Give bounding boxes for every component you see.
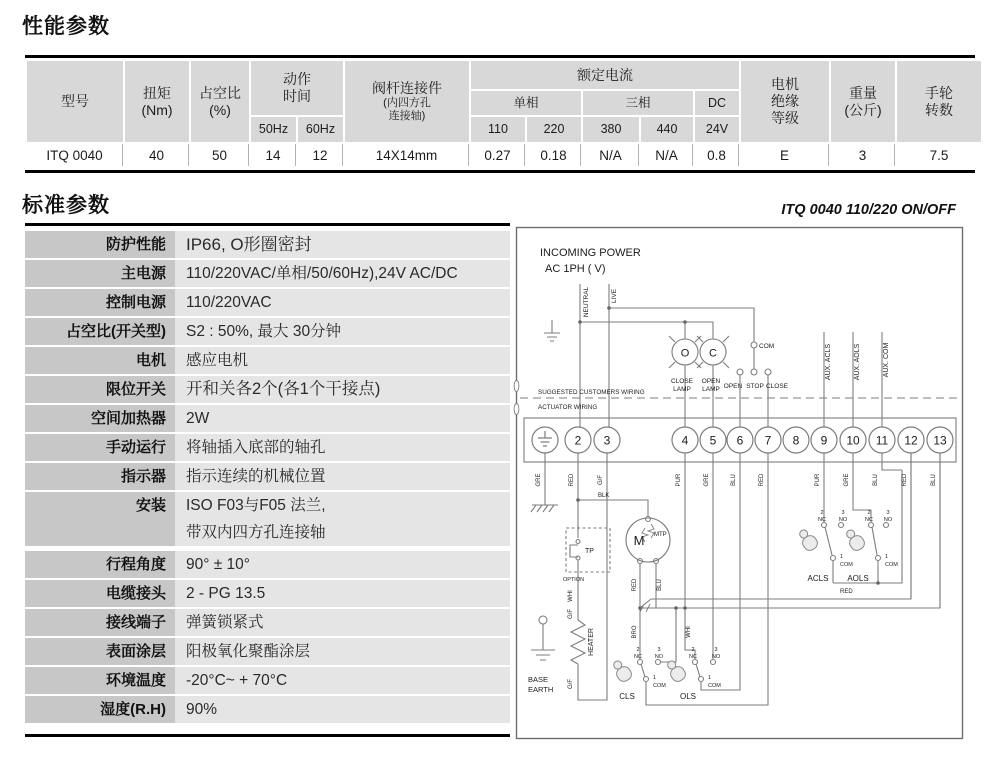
contact-1: 1 <box>653 675 657 681</box>
contact-com: COM <box>885 562 898 568</box>
col-110v: 110 <box>471 117 525 142</box>
terminal-number: 8 <box>792 433 800 448</box>
open-button-label: OPEN <box>723 383 743 390</box>
cell-i110: 0.27 <box>471 144 525 166</box>
contact-nc: NC <box>865 517 873 523</box>
col-model: 型号 <box>27 61 123 142</box>
contact-no: NO <box>711 654 721 660</box>
terminal-number: 3 <box>603 433 611 448</box>
option-label: OPTION <box>563 577 585 583</box>
terminal-number: 10 <box>846 433 860 448</box>
spec-label: 占空比(开关型) <box>25 318 175 345</box>
standard-title: 标准参数 <box>22 194 110 217</box>
spec-value: 指示连续的机械位置 <box>175 463 510 490</box>
col-440v: 440 <box>641 117 693 142</box>
col-time: 动作 时间 <box>251 61 343 115</box>
close-lamp-label: CLOSE <box>670 378 694 385</box>
wire-color: BLU <box>873 474 879 486</box>
spec-value: S2 : 50%, 最大 30分钟 <box>175 318 510 345</box>
terminal-number: 11 <box>875 433 889 448</box>
cell-t60: 12 <box>298 144 343 166</box>
spec-label: 表面涂层 <box>25 638 175 665</box>
blk-wire-label: BLK <box>598 493 610 499</box>
contact-3: 3 <box>657 647 661 653</box>
spec-value: ISO F03与F05 法兰, 带双内四方孔连接轴 <box>175 492 510 546</box>
cam-icons <box>610 527 867 684</box>
col-insulation: 电机 绝缘 等级 <box>741 61 829 142</box>
wiring-diagram-title: ITQ 0040 110/220 ON/OFF <box>781 202 956 218</box>
col-duty: 占空比 (%) <box>191 61 249 142</box>
red-rail-label: RED <box>840 589 853 595</box>
spec-value: 感应电机 <box>175 347 510 374</box>
contact-nc: NC <box>818 517 826 523</box>
contact-nc: NC <box>689 654 697 660</box>
col-50hz: 50Hz <box>251 117 296 142</box>
spec-value: 将轴插入底部的轴孔 <box>175 434 510 461</box>
col-60hz: 60Hz <box>298 117 343 142</box>
contact-com: COM <box>840 562 853 568</box>
gf-wire-label: G/F <box>568 679 574 689</box>
spec-label: 指示器 <box>25 463 175 490</box>
incoming-power-label: INCOMING POWER <box>540 247 641 259</box>
spec-label: 主电源 <box>25 260 175 287</box>
live-label: LIVE <box>611 288 618 304</box>
contact-no: NO <box>838 517 848 523</box>
spec-label: 行程角度 <box>25 551 175 578</box>
whi-wire-label: WHI <box>568 590 574 602</box>
performance-title: 性能参数 <box>22 15 110 38</box>
col-380v: 380 <box>583 117 639 142</box>
gf-wire-label: G/F <box>568 609 574 619</box>
cell-duty: 50 <box>191 144 249 166</box>
wire-color: GRE <box>536 473 542 487</box>
motor-letter: M <box>633 533 645 548</box>
spec-label: 空间加热器 <box>25 405 175 432</box>
wire-color: RED <box>902 473 908 487</box>
tp-label: TP <box>585 548 594 555</box>
spec-label: 控制电源 <box>25 289 175 316</box>
indicator-lamps <box>669 336 729 368</box>
col-rated-current: 额定电流 <box>471 61 739 89</box>
wire-color: PUR <box>676 473 682 487</box>
contact-2: 2 <box>867 510 871 516</box>
col-1phase: 单相 <box>471 91 581 115</box>
spec-label: 防护性能 <box>25 231 175 258</box>
base-earth-label: BASE <box>528 675 549 684</box>
aux-aols-label: AUX. AOLS <box>854 343 861 381</box>
contact-1: 1 <box>840 554 844 560</box>
col-dc: DC <box>695 91 739 115</box>
contact-2: 2 <box>636 647 640 653</box>
spec-value: -20°C~ + 70°C <box>175 667 510 694</box>
cell-model: ITQ 0040 <box>27 144 123 166</box>
heater-label: HEATER <box>588 628 595 656</box>
wire-color: G/F <box>598 475 604 485</box>
spec-value: 开和关各2个(各1个干接点) <box>175 376 510 403</box>
spec-label: 电机 <box>25 347 175 374</box>
cell-torque: 40 <box>125 144 189 166</box>
terminal-number: 12 <box>904 433 918 448</box>
cell-handwheel: 7.5 <box>897 144 981 166</box>
lamp-c-letter: C <box>709 347 717 360</box>
com-label: COM <box>759 343 775 350</box>
wire-color: BLU <box>731 474 737 486</box>
spec-value: 弹簧锁紧式 <box>175 609 510 636</box>
terminal-number: 2 <box>574 433 582 448</box>
wiring-lines <box>520 284 958 705</box>
terminal-number: 6 <box>736 433 744 448</box>
mtp-label: MTP <box>654 532 667 538</box>
wire-color: GRE <box>844 473 850 487</box>
terminal-number: 9 <box>820 433 828 448</box>
cls-switch-label: CLS <box>619 692 635 701</box>
wire-color: BLU <box>931 474 937 486</box>
col-3phase: 三相 <box>583 91 693 115</box>
terminal-number: 5 <box>709 433 717 448</box>
ols-switch-label: OLS <box>679 692 697 701</box>
spec-value: 2 - PG 13.5 <box>175 580 510 607</box>
col-24v: 24V <box>695 117 739 142</box>
contact-2: 2 <box>820 510 824 516</box>
contact-1: 1 <box>885 554 889 560</box>
cell-i440: N/A <box>641 144 693 166</box>
actuator-wiring-label: ACTUATOR WIRING <box>538 404 598 411</box>
whi-wire-label: WHI <box>686 626 692 638</box>
wire-color: PUR <box>815 473 821 487</box>
junction-dots <box>576 306 880 610</box>
wire-color: RED <box>759 473 765 487</box>
spec-label: 电缆接头 <box>25 580 175 607</box>
incoming-voltage-label: AC 1PH ( V) <box>545 263 606 275</box>
bro-wire-label: BRO <box>632 625 638 639</box>
close-lamp-label2: LAMP <box>673 386 691 393</box>
contact-com: COM <box>653 683 666 689</box>
contact-3: 3 <box>886 510 890 516</box>
cell-insulation: E <box>741 144 829 166</box>
terminal-number: 4 <box>681 433 689 448</box>
spec-label: 接线端子 <box>25 609 175 636</box>
base-earth-label2: EARTH <box>528 685 554 694</box>
terminal-number: 7 <box>764 433 772 448</box>
open-lamp-label: OPEN <box>701 378 721 385</box>
spec-value: 90° ± 10° <box>175 551 510 578</box>
suggested-wiring-label: SUGGESTED CUSTOMERS WIRING <box>538 389 645 396</box>
contact-3: 3 <box>714 647 718 653</box>
diagram-labels <box>528 247 947 701</box>
cell-i220: 0.18 <box>527 144 581 166</box>
spec-label: 安装 <box>25 492 175 546</box>
red-wire-label: RED <box>632 578 638 592</box>
contact-no: NO <box>654 654 664 660</box>
contact-nc: NC <box>634 654 642 660</box>
cell-weight: 3 <box>831 144 895 166</box>
close-button-label: CLOSE <box>765 383 789 390</box>
cell-t50: 14 <box>251 144 296 166</box>
acls-switch-label: ACLS <box>807 574 829 583</box>
aols-switch-label: AOLS <box>847 574 869 583</box>
cell-i380: N/A <box>583 144 639 166</box>
cell-stem: 14X14mm <box>345 144 469 166</box>
wire-color: RED <box>569 473 575 487</box>
spec-value: 阳极氧化聚酯涂层 <box>175 638 510 665</box>
col-torque: 扭矩 (Nm) <box>125 61 189 142</box>
col-handwheel: 手轮 转数 <box>897 61 981 142</box>
spec-value: 110/220VAC/单相/50/60Hz),24V AC/DC <box>175 260 510 287</box>
wire-color: GRE <box>704 473 710 487</box>
spec-value: 90% <box>175 696 510 723</box>
aux-com-label: AUX. COM <box>883 342 890 378</box>
contact-3: 3 <box>841 510 845 516</box>
cell-idc: 0.8 <box>695 144 739 166</box>
blu-wire-label: BLU <box>657 579 663 591</box>
terminal-number: 13 <box>933 433 947 448</box>
contact-2: 2 <box>691 647 695 653</box>
col-weight: 重量 (公斤) <box>831 61 895 142</box>
lamp-o-letter: O <box>680 347 690 360</box>
spec-value: 2W <box>175 405 510 432</box>
aux-acls-label: AUX. ACLS <box>825 343 832 381</box>
spec-value: 110/220VAC <box>175 289 510 316</box>
spec-value: IP66, O形圈密封 <box>175 231 510 258</box>
contact-1: 1 <box>708 675 712 681</box>
col-stem: 阀杆连接件 (内四方孔 连接轴) <box>345 61 469 142</box>
neutral-label: NEUTRAL <box>583 286 590 318</box>
spec-label: 限位开关 <box>25 376 175 403</box>
open-lamp-label2: LAMP <box>702 386 720 393</box>
stop-button-label: STOP <box>746 383 764 390</box>
spec-label: 湿度(R.H) <box>25 696 175 723</box>
contact-com: COM <box>708 683 721 689</box>
contact-no: NO <box>883 517 893 523</box>
spec-label: 环境温度 <box>25 667 175 694</box>
col-220v: 220 <box>527 117 581 142</box>
spec-label: 手动运行 <box>25 434 175 461</box>
